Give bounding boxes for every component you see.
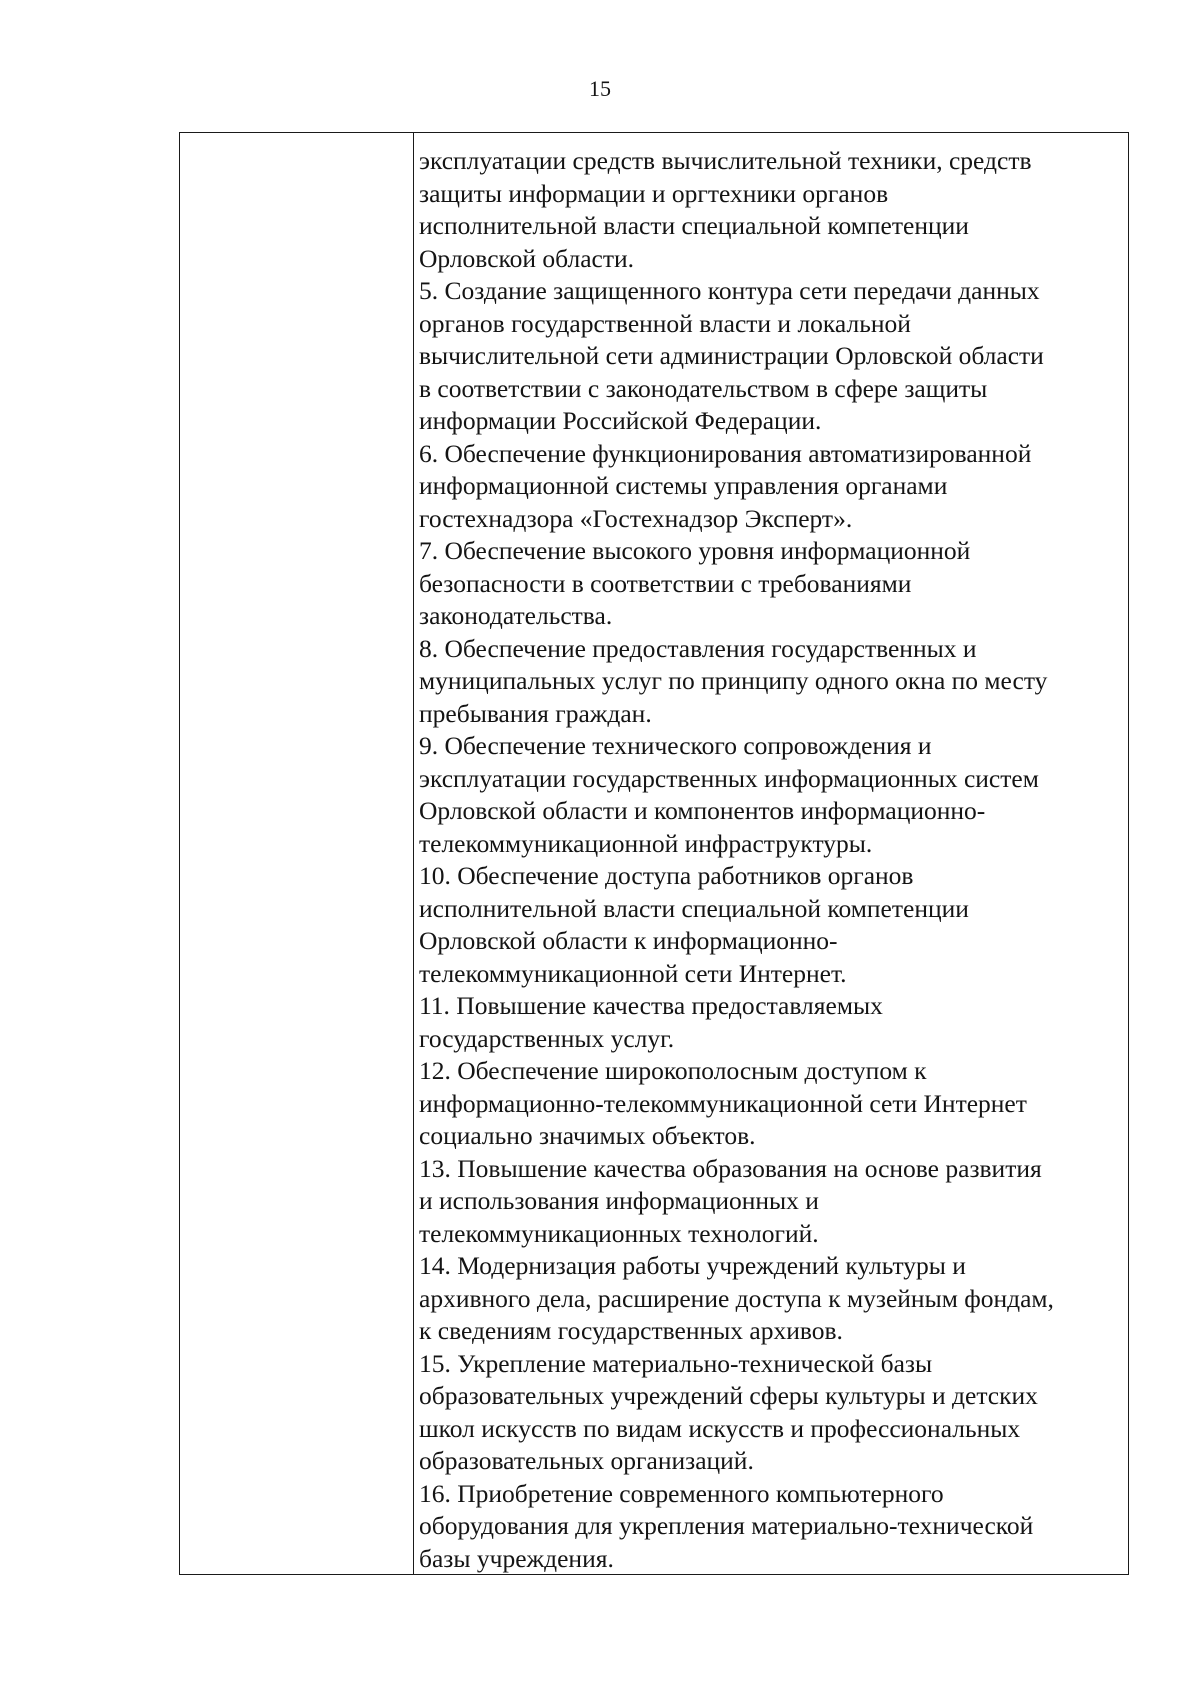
text-line: Орловской области к информационно- bbox=[419, 926, 838, 955]
text-line: 15. Укрепление материально-технической базы bbox=[419, 1348, 933, 1378]
text-line: 9. Обеспечение технического сопровождения и bbox=[419, 731, 932, 760]
text-line: законодательства. bbox=[419, 601, 613, 630]
text-line: информации Российской Федерации. bbox=[419, 406, 822, 435]
text-line: оборудования для укрепления материально-технической bbox=[419, 1511, 1034, 1540]
text-line: муниципальных услуг по принципу одного окна по месту bbox=[419, 666, 1048, 695]
text-line: исполнительной власти специальной компетенции bbox=[419, 211, 969, 240]
text-line: образовательных учреждений сферы культуры и детских bbox=[419, 1381, 1038, 1410]
text-line: 10. Обеспечение доступа работников органов bbox=[419, 861, 914, 890]
text-line: архивного дела, расширение доступа к музейным фондам, bbox=[419, 1283, 1054, 1313]
text-line: безопасности в соответствии с требованиями bbox=[419, 568, 912, 598]
text-line: исполнительной власти специальной компетенции bbox=[419, 893, 969, 923]
text-line: 13. Повышение качества образования на основе развития bbox=[419, 1153, 1042, 1183]
text-line: эксплуатации государственных информационных систем bbox=[419, 763, 1039, 793]
text-line: 12. Обеспечение широкополосным доступом к bbox=[419, 1056, 927, 1085]
text-line: защиты информации и оргтехники органов bbox=[419, 178, 889, 208]
text-line: базы учреждения. bbox=[419, 1543, 614, 1573]
text-line: 8. Обеспечение предоставления государственных и bbox=[419, 633, 977, 663]
text-line: телекоммуникационных технологий. bbox=[419, 1218, 819, 1248]
text-line: в соответствии с законодательством в сфере защиты bbox=[419, 373, 988, 403]
table-right-cell bbox=[414, 133, 1128, 1574]
text-line: 16. Приобретение современного компьютерного bbox=[419, 1478, 944, 1508]
text-line: государственных услуг. bbox=[419, 1023, 675, 1053]
text-line: образовательных организаций. bbox=[419, 1446, 754, 1475]
text-line: Орловской области и компонентов информационно- bbox=[419, 796, 986, 825]
text-line: пребывания граждан. bbox=[419, 698, 652, 728]
text-line: информационно-телекоммуникационной сети Интернет bbox=[419, 1088, 1027, 1118]
table-left-cell bbox=[180, 133, 414, 1574]
text-line: 6. Обеспечение функционирования автоматизированной bbox=[419, 438, 1032, 468]
text-line: школ искусств по видам искусств и профессиональных bbox=[419, 1413, 1021, 1443]
text-line: 11. Повышение качества предоставляемых bbox=[419, 991, 883, 1020]
text-line: к сведениям государственных архивов. bbox=[419, 1316, 843, 1345]
text-line: органов государственной власти и локальной bbox=[419, 308, 911, 338]
text-line: эксплуатации средств вычислительной техники, средств bbox=[419, 146, 1032, 175]
text-line: социально значимых объектов. bbox=[419, 1121, 756, 1150]
text-line: 5. Создание защищенного контура сети передачи данных bbox=[419, 276, 1040, 305]
text-line: и использования информационных и bbox=[419, 1186, 819, 1215]
text-line: 7. Обеспечение высокого уровня информационной bbox=[419, 536, 971, 565]
document-table bbox=[179, 132, 1129, 1575]
text-line: гостехнадзора «Гостехнадзор Эксперт». bbox=[419, 503, 853, 533]
text-line: телекоммуникационной инфраструктуры. bbox=[419, 828, 873, 858]
text-line: вычислительной сети администрации Орловской области bbox=[419, 341, 1044, 370]
text-line: телекоммуникационной сети Интернет. bbox=[419, 958, 847, 988]
text-line: информационной системы управления органами bbox=[419, 471, 948, 500]
text-line: 14. Модернизация работы учреждений культуры и bbox=[419, 1251, 966, 1280]
page-number: 15 bbox=[589, 76, 611, 101]
text-line: Орловской области. bbox=[419, 243, 634, 273]
